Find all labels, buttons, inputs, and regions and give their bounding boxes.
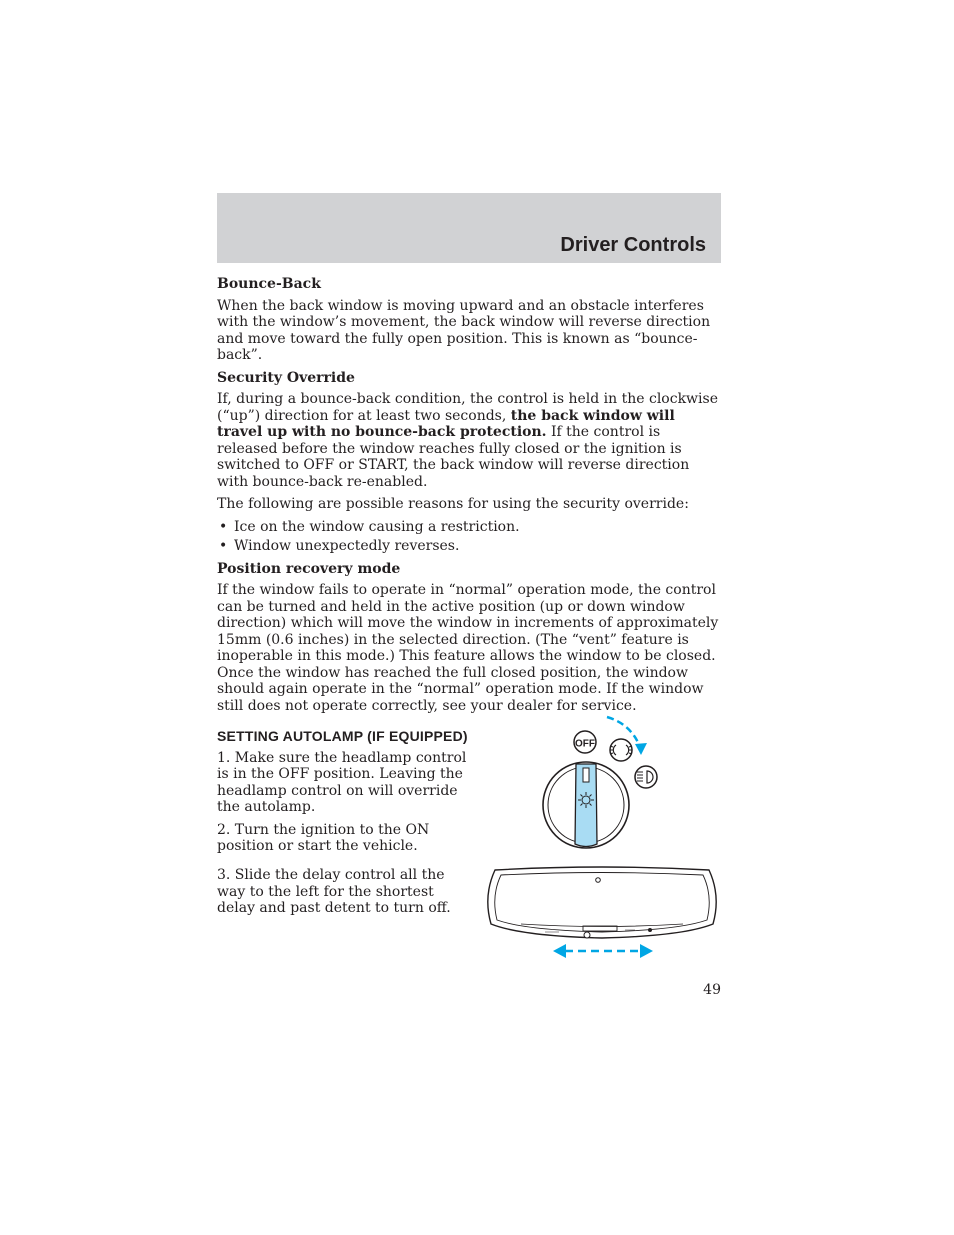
page-number: 49	[703, 982, 721, 998]
security-override-body-start: If, during a bounce-back condition, the control is held in the clockwise (“up”) direction for at least two seconds,	[217, 391, 718, 424]
position-recovery-heading: Position recovery mode	[217, 560, 401, 577]
autolamp-heading: SETTING AUTOLAMP (IF EQUIPPED)	[217, 728, 468, 744]
slide-arrow-icon	[553, 944, 653, 958]
position-recovery-body: If the window fails to operate in “normal” operation mode, the control can be turned and held in the active position (up or down window direction) which will move the window in increments of approximately 15mm (0.6 inches) in the selected direction. (The “vent” feature is inoperable in this mode.) This feature allows the window to be closed. Once the window has reached the full closed position, the window should again operate in the “normal” operation mode. If the window still does not operate correctly, see your dealer for service.	[217, 582, 719, 714]
security-override-body-bold: the back window will travel up with no bounce-back protection.	[217, 407, 675, 440]
indicator-dot-icon	[648, 928, 652, 932]
security-override-heading: Security Override	[217, 369, 355, 386]
bounce-back-heading: Bounce-Back	[217, 276, 321, 292]
autolamp-step-3: 3. Slide the delay control all the way to the left for the shortest delay and past detent to turn off.	[217, 867, 451, 916]
bounce-back-body: When the back window is moving upward and an obstacle interferes with the window’s movement, the back window will reverse direction and move toward the fully open position. This is known as “bounce-back”.	[217, 297, 711, 363]
headlamp-off-icon	[574, 731, 596, 753]
autolamp-step-3-block	[217, 867, 472, 917]
security-override-body-end: If the control is released before the window reaches fully closed or the ignition is switched to OFF or START, the back window will reverse direction with bounce-back re-enabled.	[217, 424, 690, 490]
knob-indicator	[583, 768, 589, 782]
section-title: Driver Controls	[560, 234, 706, 256]
security-override-body	[217, 391, 721, 490]
list-item-text: Window unexpectedly reverses.	[234, 538, 460, 554]
list-item-text: Ice on the window causing a restriction.	[234, 518, 520, 535]
bullet-icon: •	[219, 518, 228, 535]
headlamp-control-illustration	[535, 712, 675, 852]
autolamp-step-2: 2. Turn the ignition to the ON position or start the vehicle.	[217, 821, 430, 854]
security-override-reasons-list	[217, 519, 721, 555]
headlamp-on-icon	[635, 766, 657, 788]
section-header-band	[217, 193, 721, 263]
autolamp-step-1: 1. Make sure the headlamp control is in the OFF position. Leaving the headlamp control on will override the autolamp.	[217, 749, 467, 815]
rearview-mirror-illustration	[483, 866, 721, 966]
parking-lamp-icon	[610, 739, 632, 761]
mirror-outer-frame	[488, 867, 716, 938]
security-override-reasons-intro: The following are possible reasons for using the security override:	[217, 496, 689, 512]
delay-slider-knob	[584, 932, 590, 938]
list-item	[217, 519, 721, 536]
bullet-icon: •	[219, 538, 228, 554]
list-item	[217, 538, 721, 555]
off-label: OFF	[575, 738, 595, 750]
